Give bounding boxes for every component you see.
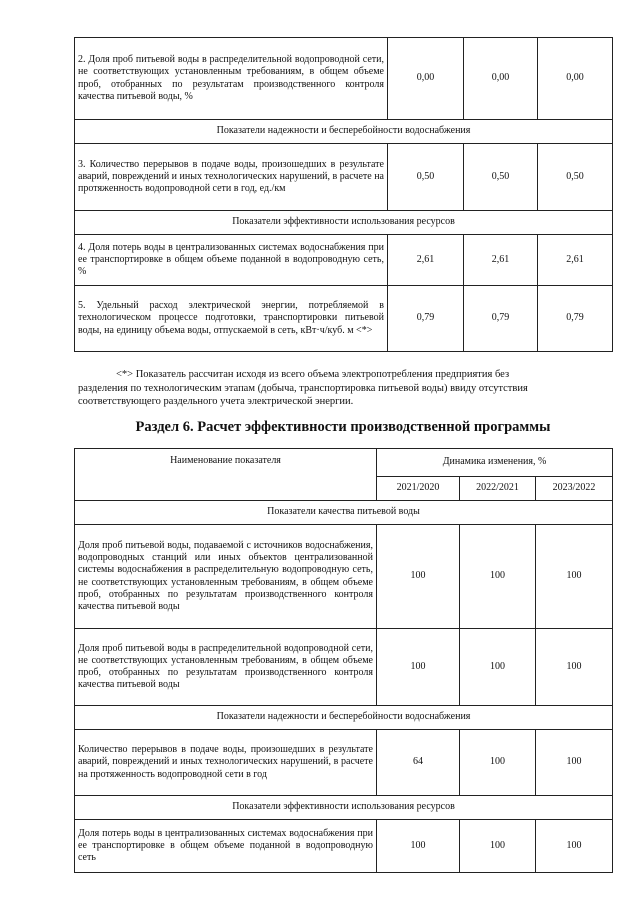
indicator-name: Доля проб питьевой воды, подаваемой с источников водоснабжения, водопроводных станций или иных объектов централизованной системы водоснабжения в распределительную водопроводную сеть, не соответствующих установленным требованиям, в общем объеме проб, отобранных по результатам производственного контроля качества питьевой воды [75,525,377,629]
indicator-value: 100 [536,820,613,873]
indicator-value: 100 [460,820,536,873]
indicator-value: 2,61 [388,235,464,286]
indicator-name: Доля потерь воды в централизованных системах водоснабжения при ее транспортировке в общем объеме поданной в водопроводную сеть [75,820,377,873]
indicator-value: 0,79 [388,286,464,352]
indicator-value: 100 [460,525,536,629]
section-row [75,501,613,525]
section-row [75,211,613,235]
indicator-value: 2,61 [538,235,613,286]
footnote-line: разделения по технологическим этапам (добыча, транспортировка питьевой воды) ввиду отсутствия [78,382,528,394]
footnote-line: соответствующего раздельного учета электрической энергии. [78,396,354,407]
section-row [75,120,613,144]
indicator-value: 64 [377,730,460,796]
indicator-name: 2. Доля проб питьевой воды в распределительной водопроводной сети, не соответствующих установленным требованиям, в общем объеме проб, отобранных по результатам производственного контроля качества питьевой воды, % [75,38,388,120]
indicator-name: 4. Доля потерь воды в централизованных системах водоснабжения при ее транспортировке в общем объеме поданной в водопроводную сеть, % [75,235,388,286]
section-title: Показатели качества питьевой воды [75,501,613,525]
indicator-name: 5. Удельный расход электрической энергии, потребляемой в технологическом процессе подготовки, транспортировки питьевой воды, на единицу объема воды, отпускаемой в сеть, кВт·ч/куб. м <*> [75,286,388,352]
period-header: 2023/2022 [536,477,613,501]
column-header-dynamics: Динамика изменения, % [377,449,613,477]
indicator-value: 100 [460,629,536,706]
table-row [75,525,613,629]
indicator-value: 100 [536,629,613,706]
indicator-value: 0,50 [388,144,464,211]
table-row [75,629,613,706]
footnote-line: <*> Показатель рассчитан исходя из всего объема электропотребления предприятия без [116,369,510,380]
section-row [75,706,613,730]
indicator-value: 100 [377,820,460,873]
indicator-value: 100 [460,730,536,796]
table-row [75,286,613,352]
footnote [78,368,608,409]
header-row [75,449,613,477]
indicator-name: Доля проб питьевой воды в распределительной водопроводной сети, не соответствующих установленным требованиям, в общем объеме проб, отобранных по результатам производственного контроля качества питьевой воды [75,629,377,706]
section-title: Показатели эффективности использования ресурсов [75,211,613,235]
indicator-value: 100 [536,730,613,796]
indicator-value: 100 [536,525,613,629]
column-header-name: Наименование показателя [75,449,377,501]
indicators-table [74,37,613,352]
indicator-value: 100 [377,525,460,629]
period-header: 2022/2021 [460,477,536,501]
table-row [75,235,613,286]
indicator-value: 0,00 [388,38,464,120]
table-row [75,730,613,796]
indicator-name: 3. Количество перерывов в подаче воды, произошедших в результате аварий, повреждений и иных технологических нарушений, в расчете на протяженность водопроводной сети в год, ед./км [75,144,388,211]
section-title: Показатели эффективности использования ресурсов [75,796,613,820]
section-title: Показатели надежности и бесперебойности водоснабжения [75,120,613,144]
section-title: Показатели надежности и бесперебойности водоснабжения [75,706,613,730]
indicator-value: 0,50 [538,144,613,211]
indicator-value: 0,00 [538,38,613,120]
indicator-value: 0,79 [538,286,613,352]
section-row [75,796,613,820]
table-row [75,38,613,120]
efficiency-table [74,448,613,873]
indicator-value: 2,61 [464,235,538,286]
period-header: 2021/2020 [377,477,460,501]
indicator-value: 100 [377,629,460,706]
table-row [75,144,613,211]
indicator-value: 0,79 [464,286,538,352]
indicator-value: 0,00 [464,38,538,120]
section-heading: Раздел 6. Расчет эффективности производственной программы [135,419,551,435]
indicator-value: 0,50 [464,144,538,211]
indicator-name: Количество перерывов в подаче воды, произошедших в результате аварий, повреждений и иных технологических нарушений, в расчете на протяженность водопроводной сети в год [75,730,377,796]
table-row [75,820,613,873]
